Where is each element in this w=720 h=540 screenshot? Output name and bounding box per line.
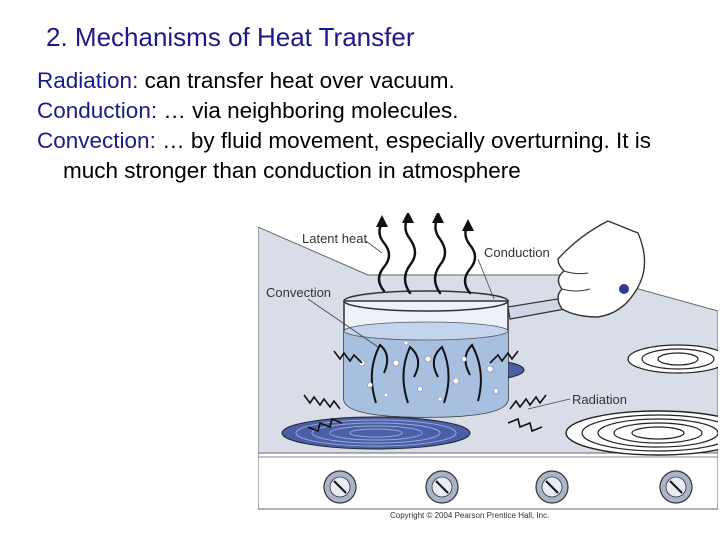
bullet-term: Conduction:	[37, 98, 158, 123]
bullet-text: … by fluid movement, especially overturning. It is much stronger than conduction in atmosphere	[63, 128, 652, 183]
knob-icon	[426, 471, 458, 503]
label-radiation: Radiation	[572, 392, 627, 407]
burner-front-left	[282, 417, 470, 449]
arrowhead-icon	[376, 213, 474, 231]
stove-illustration	[258, 213, 718, 535]
knob-icon	[660, 471, 692, 503]
bullet-radiation	[37, 66, 707, 96]
bullet-list	[37, 66, 707, 186]
label-conduction: Conduction	[484, 245, 550, 260]
figure-copyright: Copyright © 2004 Pearson Prentice Hall, Inc.	[390, 511, 550, 520]
bullet-term: Convection:	[37, 128, 156, 153]
label-convection: Convection	[266, 285, 332, 300]
knob-icon	[536, 471, 568, 503]
heat-transfer-figure	[258, 213, 718, 535]
label-latent-heat: Latent heat	[302, 231, 368, 246]
burner-back-right	[628, 345, 718, 373]
bullet-term: Radiation:	[37, 68, 139, 93]
slide-title: 2. Mechanisms of Heat Transfer	[46, 22, 415, 52]
knob-icon	[324, 471, 356, 503]
bullet-text: can transfer heat over vacuum.	[138, 68, 455, 93]
bullet-convection	[37, 126, 707, 186]
bullet-conduction	[37, 96, 707, 126]
bullet-text: … via neighboring molecules.	[157, 98, 459, 123]
